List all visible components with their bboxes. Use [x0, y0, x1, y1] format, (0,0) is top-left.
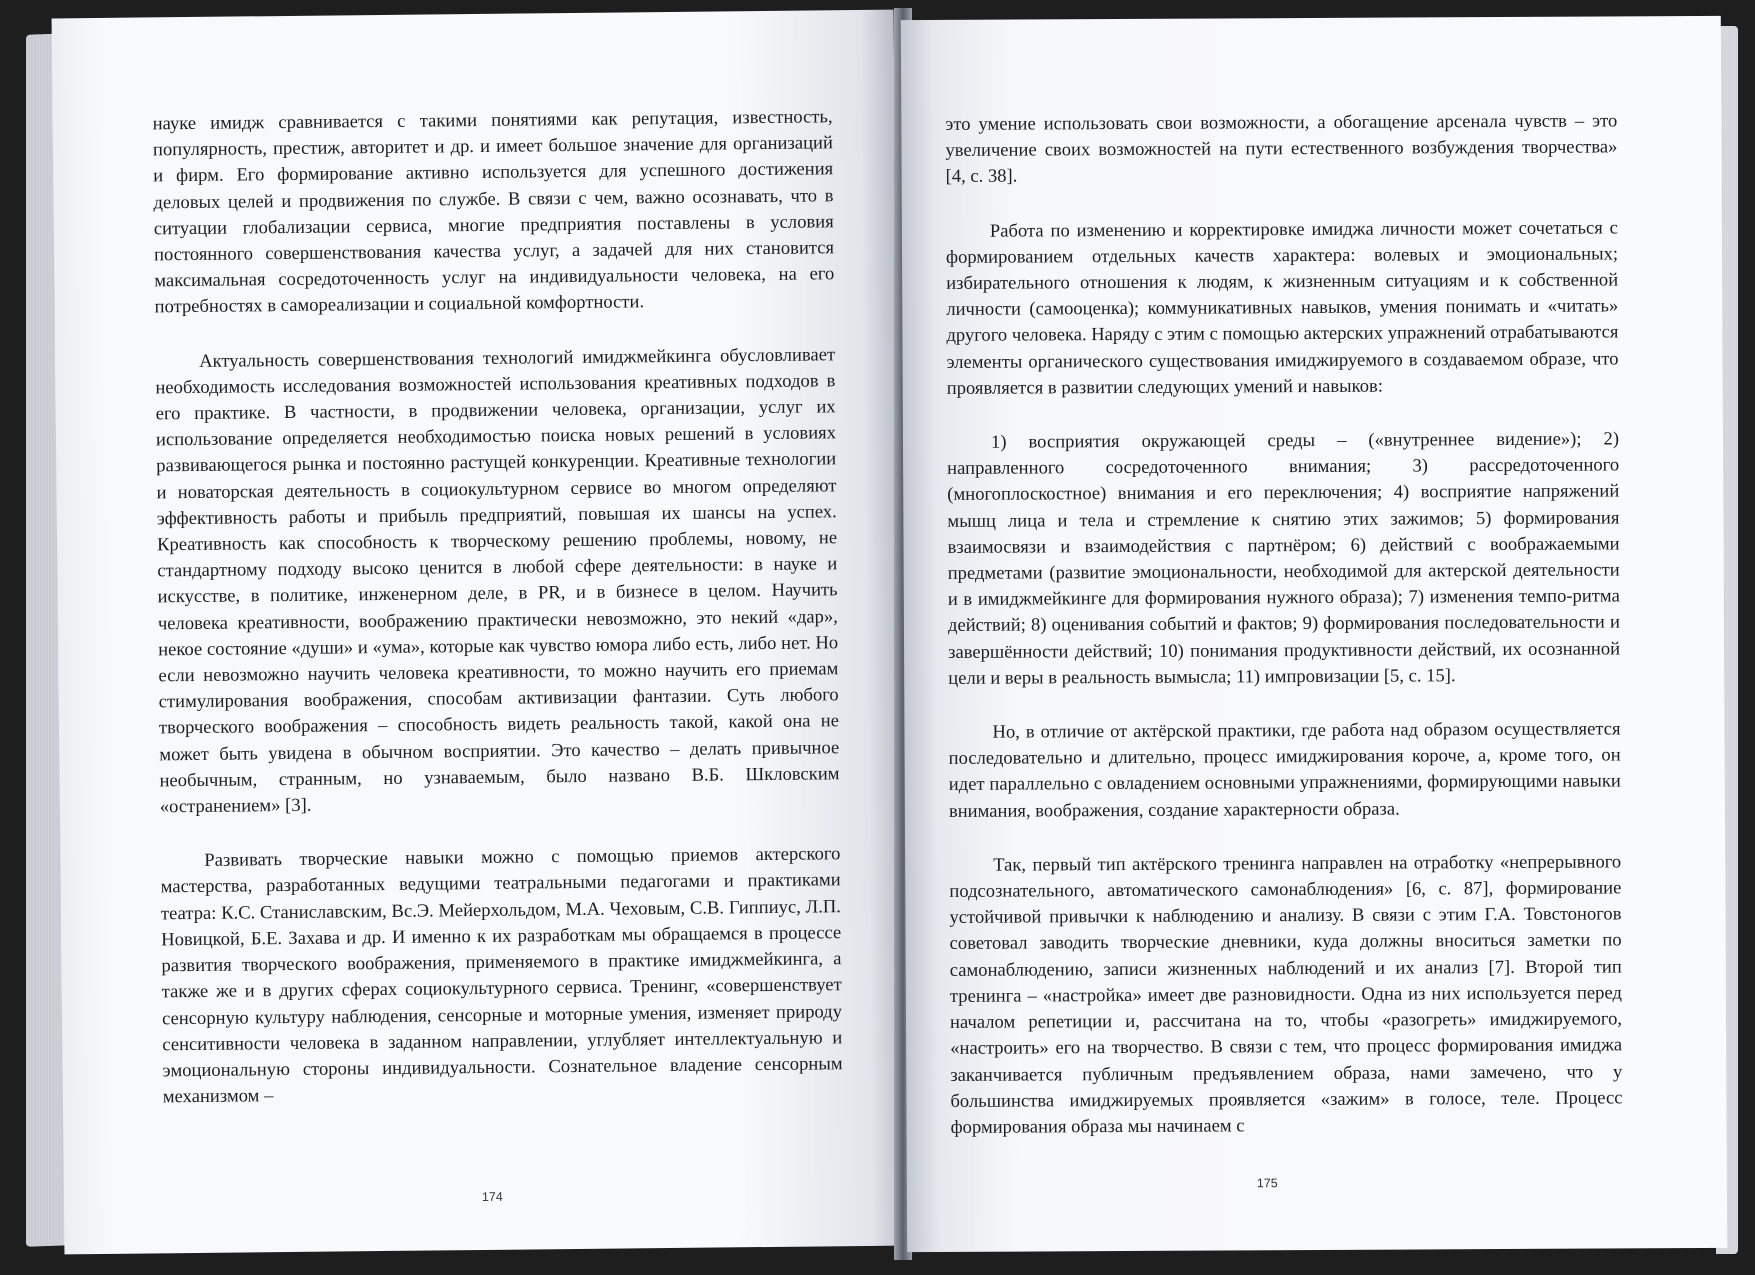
left-paragraph-3: Развивать творческие навыки можно с помощью приемов актерского мастерства, разработанных ведущими театральными педагогами и практиками театра: К.С. Станиславским, Вс.Э. Мейерхольдом, М.А. Чеховым, С.В. Гиппиус, Л.П. Новицкой, Б.Е. Захава и др. И именно к их разработкам мы обращаемся в процессе развития творческого воображения, применяемого в практике имиджмейкинга, а также же и в других сферах социокультурного сервиса. Тренинг, «совершенствует сенсорную культуру наблюдения, сенсорные и моторные умения, изменяет природу сенситивности человека в заданном направлении, углубляет интеллектуальную и эмоциональную стороны индивидуальности. Сознательное владение сенсорным механизмом –: [160, 843, 843, 1108]
left-page: [52, 10, 907, 1255]
right-page-text: [945, 108, 1623, 1169]
right-paragraph-4: Но, в отличие от актёрской практики, где работа над образом осуществляется последовательно и длительно, процесс имиджирования короче, а, кроме того, он идет параллельно с овладением основными упражнениями, формирующими навыки внимания, воображения, создание характерности образа.: [948, 718, 1621, 822]
right-paragraph-1: это умение использовать свои возможности, а обогащение арсенала чувств – это увеличение своих возможностей на пути естественного возбуждения творчества» [4, с. 38].: [945, 110, 1618, 188]
open-book: [18, 8, 1746, 1260]
right-paragraph-5: Так, первый тип актёрского тренинга направлен на отработку «непрерывного подсознательного, автоматического самонаблюдения» [6, с. 87], формирование устойчивой привычки к наблюдению и анализу. В связи с этим Г.А. Товстоногов советовал заводить творческие дневники, куда должны вноситься заметки по самонаблюдению, записи жизненных наблюдений и их анализ [7]. Второй тип тренинга – «настройка» имеет две разновидности. Одна из них используется перед началом репетиции и, рассчитана на то, чтобы «разогреть» имиджируемого, «настроить» его на творчество. В связи с тем, что процесс формирования имиджа заканчивается публичным предъявлением образа, нами замечено, что у большинства имиджируемых проявляется «зажим» в голосе, теле. Процесс формирования образа мы начинаем с: [949, 851, 1623, 1138]
left-paragraph-2: Актуальность совершенствования технологий имиджмейкинга обусловливает необходимость исследования возможностей использования креативных подходов в его практике. В частности, в продвижении человека, организации, услуг их использование определяется необходимостью поиска новых решений в условиях развивающегося рынка и постоянно растущей конкуренции. Креативные технологии и новаторская деятельность в социокультурном сервисе во многом определяют эффективность работы и прибыль предприятий, повышая их шансы на успех. Креативность как способность к творческому решению проблемы, новому, не стандартному подходу высоко ценится в любой сфере деятельности: в науке и искусстве, в политике, инженерном деле, в PR, и в бизнесе в целом. Научить человека креативности, воображению практически невозможно, это некий «дар», некое состояние «души» и «ума», которые как чувство юмора либо есть, либо нет. Но если невозможно научить человека креативности, то можно научить его приемам стимулирования воображения, способам активизации фантазии. Суть любого творческого воображения – способность видеть реальность такой, какой она не может быть увидена в обычном восприятии. Это качество – делать привычное необычным, странным, но узнаваемым, было названо В.Б. Шкловским «остранением» [3].: [155, 343, 840, 818]
right-page: [901, 16, 1727, 1252]
left-paragraph-1: науке имидж сравнивается с такими понятиями как репутация, известность, популярность, престиж, авторитет и др. и имеет большое значение для организаций и фирм. Его формирование активно используется для успешного достижения деловых целей и продвижения по службе. В связи с чем, важно осознавать, что в ситуации глобализации сервиса, многие предприятия поставлены в условия постоянного совершенствования качества услуг, а задачей для них становится максимальная сосредоточенность услуг на индивидуальности человека, на его потребностях в самореализации и социальной комфортности.: [152, 106, 835, 318]
right-page-number: 175: [1256, 1176, 1278, 1191]
left-page-number: 174: [481, 1189, 503, 1204]
right-paragraph-3: 1) восприятия окружающей среды – («внутреннее видение»); 2) направленного сосредоточенного внимания; 3) рассредоточенного (многоплоскостное) внимания и его переключения; 4) восприятие напряжений мышц лица и тела и стремление к снятию этих зажимов; 5) формирования взаимосвязи и взаимодействия с партнёром; 6) действий с воображаемыми предметами (развитие эмоциональности, необходимой для актерской деятельности и в имиджмейкинге для формирования нужного образа); 7) изменения темпо-ритма действий; 8) оценивания событий и фактов; 9) формирования последовательности и завершённости действий; 10) понимания продуктивности действий, их осознанной цели и веры в реальность вымысла; 11) импровизации [5, с. 15].: [947, 428, 1621, 689]
right-paragraph-2: Работа по изменению и корректировке имиджа личности может сочетаться с формированием отдельных качеств характера: волевых и эмоциональных; избирательного отношения к людям, к жизненным ситуациям и к собственной личности (самооценка); коммуникативных навыков, умения понимать и «читать» другого человека. Наряду с этим с помощью актерских упражнений отрабатываются элементы органического существования имиджируемого в создаваемом образе, что проявляется в развитии следующих умений и навыков:: [945, 217, 1619, 399]
left-page-text: [153, 104, 844, 1138]
